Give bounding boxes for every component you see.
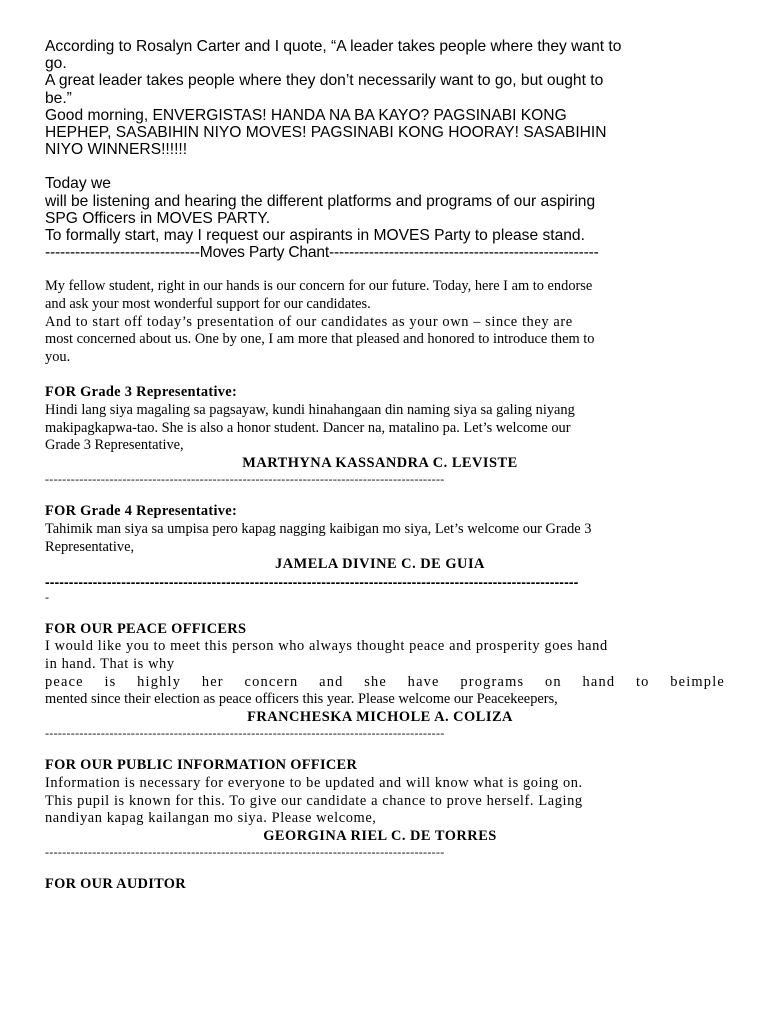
greeting-line: Good morning, ENVERGISTAS! HANDA NA BA KAYO? PAGSINABI KONG <box>45 106 567 124</box>
peace-section <box>45 621 725 727</box>
greeting-line: NIYO WINNERS!!!!!! <box>45 141 188 159</box>
section-line: Information is necessary for everyone to be updated and will know what is going on. <box>45 774 583 791</box>
section-line: Tahimik man siya sa umpisa pero kapag nagging kaibigan mo siya, Let’s welcome our Grade 3 <box>45 520 592 537</box>
chant-divider: -------------------------------Moves Party Chant------------------------------------------------------ <box>45 244 599 262</box>
today-line: SPG Officers in MOVES PARTY. <box>45 209 271 227</box>
candidate-name: GEORGINA RIEL C. DE TORRES <box>263 827 497 844</box>
auditor-section <box>45 876 725 894</box>
intro-section <box>45 38 725 244</box>
quote-line: A great leader takes people where they don’t necessarily want to go, but ought to <box>45 72 604 90</box>
section-line: Hindi lang siya magaling sa pagsayaw, kundi hinahangaan din naming siya sa galing niyang <box>45 402 575 418</box>
endorse-line: And to start off today’s presentation of our candidates as your own – since they are <box>45 313 573 330</box>
spacer <box>45 261 725 278</box>
section-heading: FOR Grade 4 Representative: <box>45 503 238 520</box>
endorse-line: My fellow student, right in our hands is our concern for our future. Today, here I am to endorse <box>45 278 593 295</box>
section-divider: ---------------------------------------------------------------------------------------------------------------- <box>45 573 579 590</box>
today-line: Today we <box>45 175 111 193</box>
section-line: Grade 3 Representative, <box>45 437 184 454</box>
pio-section <box>45 757 725 845</box>
section-divider: --------------------------------------------------------------------------------------------- <box>45 472 445 487</box>
spacer <box>45 366 725 384</box>
start-line: To formally start, may I request our aspirants in MOVES Party to please stand. <box>45 227 585 245</box>
section-line: This pupil is known for this. To give our candidate a chance to prove herself. Laging <box>45 792 583 809</box>
section-line: peace is highly her concern and she have programs on hand to beimple <box>45 673 725 690</box>
section-divider: --------------------------------------------------------------------------------------------- <box>45 845 445 860</box>
section-heading: FOR Grade 3 Representative: <box>45 384 238 401</box>
quote-line: go. <box>45 55 67 73</box>
greeting-line: HEPHEP, SASABIHIN NIYO MOVES! PAGSINABI KONG HOORAY! SASABIHIN <box>45 124 607 142</box>
grade3-section <box>45 384 725 472</box>
section-divider-tail: - <box>45 589 50 604</box>
section-line: in hand. That is why <box>45 655 175 672</box>
spacer <box>45 740 725 757</box>
grade4-section <box>45 503 725 573</box>
today-line: will be listening and hearing the different platforms and programs of our aspiring <box>45 192 596 210</box>
section-line: makipagkapwa-tao. She is also a honor student. Dancer na, matalino pa. Let’s welcome our <box>45 419 571 436</box>
section-heading: FOR OUR AUDITOR <box>45 876 186 893</box>
candidate-name: FRANCHESKA MICHOLE A. COLIZA <box>247 708 513 725</box>
section-line: Representative, <box>45 538 135 555</box>
quote-line: be.” <box>45 89 72 107</box>
section-line: I would like you to meet this person who always thought peace and prosperity goes hand <box>45 638 608 655</box>
quote-line: According to Rosalyn Carter and I quote, “A leader takes people where they want to <box>45 38 622 55</box>
endorse-line: most concerned about us. One by one, I am more that pleased and honored to introduce them to <box>45 331 595 348</box>
section-heading: FOR OUR PUBLIC INFORMATION OFFICER <box>45 757 358 774</box>
document-page <box>45 38 725 894</box>
endorse-line: and ask your most wonderful support for our candidates. <box>45 296 371 313</box>
section-divider: --------------------------------------------------------------------------------------------- <box>45 726 445 741</box>
section-line: mented since their election as peace officers this year. Please welcome our Peacekeepers, <box>45 691 558 708</box>
spacer <box>45 604 725 621</box>
endorse-line: you. <box>45 348 71 365</box>
endorse-section <box>45 278 725 366</box>
candidate-name: MARTHYNA KASSANDRA C. LEVISTE <box>242 454 518 471</box>
spacer <box>45 486 725 503</box>
candidate-name: JAMELA DIVINE C. DE GUIA <box>275 556 485 573</box>
spacer <box>45 859 725 876</box>
section-line: nandiyan kapag kailangan mo siya. Please welcome, <box>45 810 377 827</box>
section-heading: FOR OUR PEACE OFFICERS <box>45 620 247 637</box>
spacer <box>45 158 725 175</box>
